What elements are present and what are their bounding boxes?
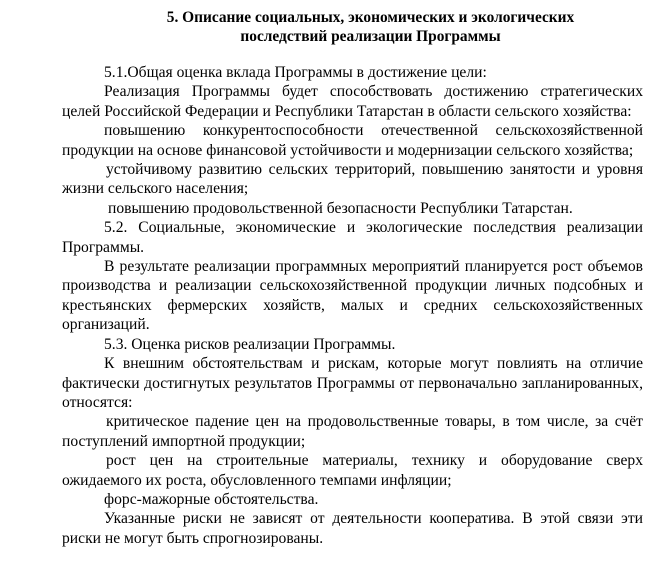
paragraph-program-goals: Реализация Программы будет способствовать достижению стратегических целей Российской Федерации и Республики Татарстан в области сельского хозяйства: xyxy=(62,83,643,120)
section-heading-line-1: 5. Описание социальных, экономических и экологических xyxy=(166,9,575,26)
paragraph-rural-development: устойчивому развитию сельских территорий, повышению занятости и уровня жизни сельского населения; xyxy=(62,161,643,198)
document-body xyxy=(62,63,643,548)
paragraph-price-drop-risk: критическое падение цен на продовольственные товары, в том числе, за счёт поступлений импортной продукции; xyxy=(62,413,643,450)
paragraph-5-3-title: 5.3. Оценка рисков реализации Программы. xyxy=(104,335,396,353)
section-heading-line-2: последствий реализации Программы xyxy=(240,28,501,45)
paragraph-force-majeure: форс-мажорные обстоятельства. xyxy=(104,490,319,508)
paragraph-5-1-title: 5.1.Общая оценка вклада Программы в достижение цели: xyxy=(104,64,487,81)
paragraph-food-security: повышению продовольственной безопасности Республики Татарстан. xyxy=(108,199,573,217)
paragraph-risk-conclusion: Указанные риски не зависят от деятельности кооператива. В этой связи эти риски не могут быть спрогнозированы. xyxy=(62,510,643,547)
paragraph-external-risks: К внешним обстоятельствам и рискам, которые могут повлиять на отличие фактически достигнутых результатов Программы от первоначально запланированных, относятся: xyxy=(62,355,643,411)
section-heading xyxy=(62,8,643,46)
paragraph-5-2-title: 5.2. Социальные, экономические и экологические последствия реализации Программы. xyxy=(62,219,643,256)
paragraph-price-growth-risk: рост цен на строительные материалы, технику и оборудование сверх ожидаемого их роста, обусловленного темпами инфляции; xyxy=(62,452,643,489)
paragraph-results: В результате реализации программных мероприятий планируется рост объемов производства и реализации сельскохозяйственной продукции личных подсобных и крестьянских фермерских хозяйств, малых и средних сельскохозяйственных организаций. xyxy=(62,258,643,334)
paragraph-competitiveness: повышению конкурентоспособности отечественной сельскохозяйственной продукции на основе финансовой устойчивости и модернизации сельского хозяйства; xyxy=(62,122,643,159)
